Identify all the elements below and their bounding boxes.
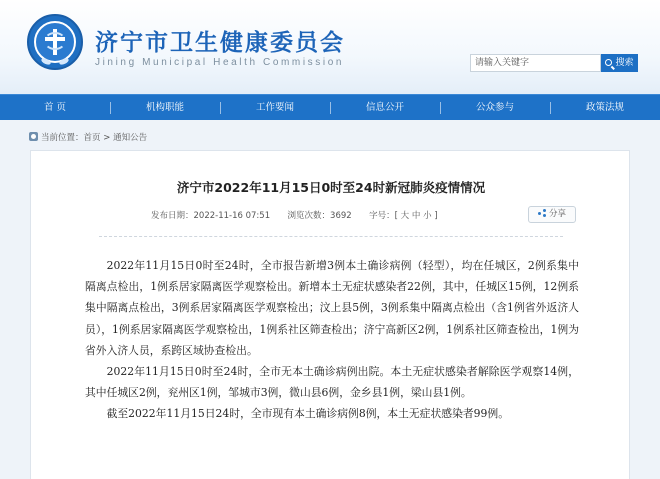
nav-item-work-news[interactable]: 工作要闻 bbox=[220, 95, 330, 120]
breadcrumb-prefix: 当前位置： bbox=[41, 133, 84, 143]
font-size-medium[interactable]: 中 bbox=[411, 211, 421, 221]
article-paragraph: 2022年11月15日0时至24时，全市无本土确诊病例出院。本土无症状感染者解除医学观察14例，其中任城区2例，兖州区1例，邹城市3例，微山县6例，金乡县1例，梁山县1例。 bbox=[85, 365, 579, 400]
share-label: 分享 bbox=[548, 209, 566, 219]
site-header bbox=[0, 0, 660, 94]
font-size-bracket-open: [ bbox=[394, 211, 398, 221]
main-nav bbox=[0, 94, 660, 120]
health-commission-emblem[interactable] bbox=[27, 14, 83, 70]
breadcrumb-separator: > bbox=[100, 133, 114, 143]
article-panel bbox=[30, 150, 630, 479]
search-icon bbox=[605, 59, 612, 66]
nav-item-info-disclosure[interactable]: 信息公开 bbox=[330, 95, 440, 120]
publish-date-label: 发布日期： bbox=[151, 211, 194, 221]
font-size-small[interactable]: 小 bbox=[423, 211, 432, 221]
font-size-label: 字号： bbox=[369, 211, 395, 221]
search-button[interactable] bbox=[601, 54, 638, 72]
font-size-bracket-close: ] bbox=[434, 211, 438, 221]
search-input[interactable] bbox=[470, 54, 601, 72]
article-body bbox=[85, 255, 579, 425]
share-icon bbox=[538, 209, 546, 217]
breadcrumb bbox=[29, 130, 147, 146]
publish-date: 2022-11-16 07:51 bbox=[193, 211, 271, 221]
breadcrumb-notices-link[interactable]: 通知公告 bbox=[113, 133, 148, 143]
article-meta bbox=[151, 209, 438, 223]
nav-item-public-participation[interactable]: 公众参与 bbox=[440, 95, 550, 120]
nav-item-org-functions[interactable]: 机构职能 bbox=[110, 95, 220, 120]
meta-divider bbox=[99, 236, 563, 237]
location-icon bbox=[29, 132, 38, 141]
nav-item-home[interactable]: 首 页 bbox=[43, 102, 67, 113]
breadcrumb-home-link[interactable]: 首页 bbox=[83, 133, 101, 143]
site-title[interactable]: 济宁市卫生健康委员会 bbox=[95, 30, 345, 56]
article-paragraph: 2022年11月15日0时至24时，全市报告新增3例本土确诊病例（轻型），均在任城区，2例系集中隔离点检出，1例系居家隔离医学观察检出。新增本土无症状感染者22例，其中，任城区15例，12例系集中隔离点检出，3例系居家隔离医学观察检出；汶上县5例，3例系集中隔离点检出（含1例省外返济人员），1例系居家隔离医学观察检出，1例系社区筛查检出；济宁高新区2例，1例系社区筛查检出，1例为省外入济人员，系跨区域协查检出。 bbox=[85, 259, 579, 357]
site-subtitle: Jining Municipal Health Commission bbox=[95, 57, 345, 68]
view-count: 3692 bbox=[330, 211, 352, 221]
view-count-label: 浏览次数： bbox=[287, 211, 331, 221]
search-button-label: 搜索 bbox=[615, 58, 634, 68]
font-size-large[interactable]: 大 bbox=[400, 211, 410, 221]
emblem-snake-icon bbox=[44, 32, 66, 50]
article-title: 济宁市2022年11月15日0时至24时新冠肺炎疫情情况 bbox=[176, 180, 486, 195]
nav-item-policies[interactable]: 政策法规 bbox=[550, 95, 660, 120]
article-paragraph: 截至2022年11月15日24时，全市现有本土确诊病例8例，本土无症状感染者99例。 bbox=[106, 407, 510, 421]
share-button[interactable] bbox=[528, 206, 576, 223]
